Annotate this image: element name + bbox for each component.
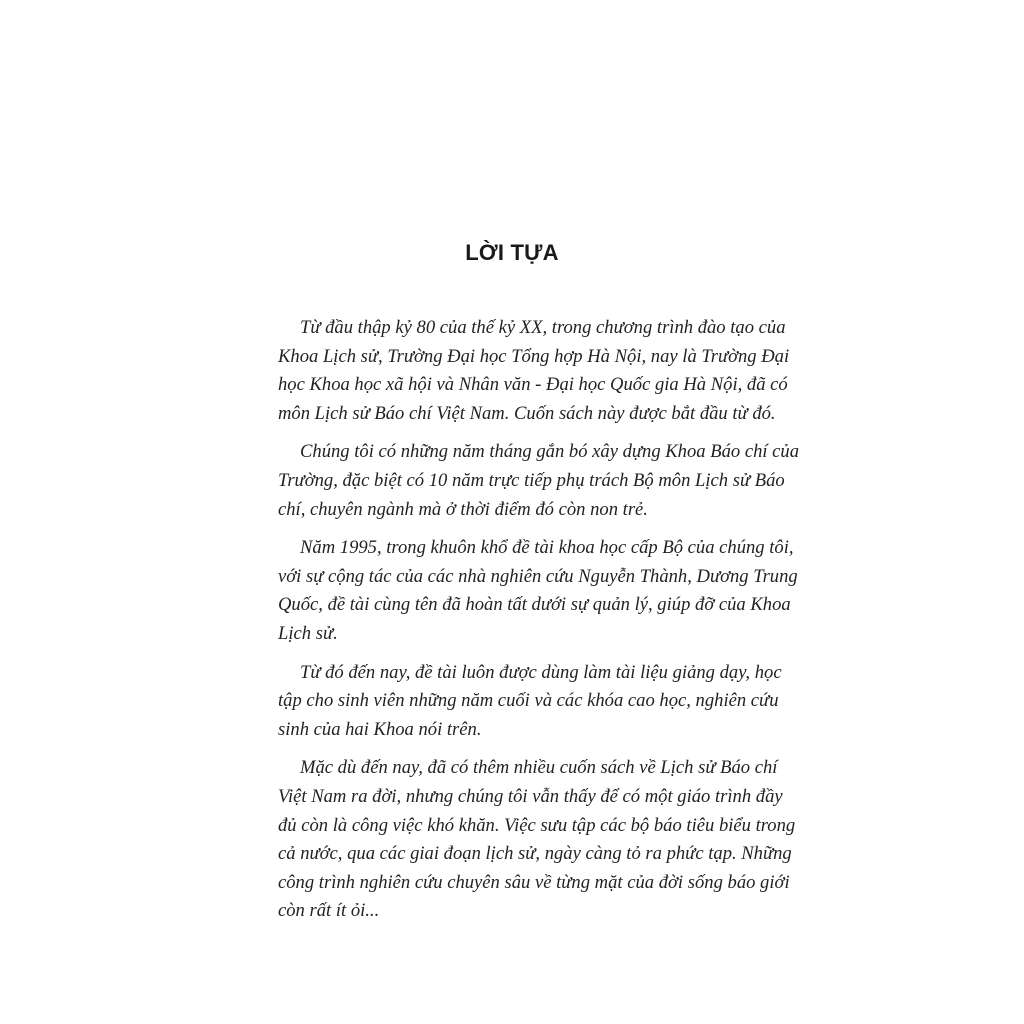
text-line: môn Lịch sử Báo chí Việt Nam. Cuốn sách này được bắt đầu từ đó. bbox=[278, 402, 776, 424]
paragraph-1 bbox=[278, 314, 790, 428]
text-line: Việt Nam ra đời, nhưng chúng tôi vẫn thấy để có một giáo trình đầy bbox=[278, 785, 783, 807]
text-line: còn rất ít ỏi... bbox=[278, 900, 380, 922]
text-line: Chúng tôi có những năm tháng gắn bó xây dựng Khoa Báo chí của bbox=[300, 441, 800, 463]
text-line: Trường, đặc biệt có 10 năm trực tiếp phụ trách Bộ môn Lịch sử Báo bbox=[278, 469, 785, 491]
text-line: Quốc, đề tài cùng tên đã hoàn tất dưới sự quản lý, giúp đỡ của Khoa bbox=[278, 594, 791, 616]
page-title: LỜI TỰA bbox=[465, 240, 559, 265]
text-line: Khoa Lịch sử, Trường Đại học Tổng hợp Hà Nội, nay là Trường Đại bbox=[278, 345, 790, 367]
text-line: cả nước, qua các giai đoạn lịch sử, ngày càng tỏ ra phức tạp. Những bbox=[278, 843, 792, 865]
text-line: sinh của hai Khoa nói trên. bbox=[278, 718, 482, 740]
paragraph-4 bbox=[278, 659, 782, 745]
text-line: công trình nghiên cứu chuyên sâu về từng mặt của đời sống báo giới bbox=[278, 871, 790, 893]
text-line: với sự cộng tác của các nhà nghiên cứu Nguyễn Thành, Dương Trung bbox=[278, 565, 798, 587]
preface-body bbox=[278, 314, 800, 936]
text-line: Năm 1995, trong khuôn khổ đề tài khoa học cấp Bộ của chúng tôi, bbox=[300, 537, 794, 559]
text-line: Lịch sử. bbox=[278, 622, 338, 644]
text-line: Mặc dù đến nay, đã có thêm nhiều cuốn sách về Lịch sử Báo chí bbox=[300, 757, 778, 779]
text-line: Từ đó đến nay, đề tài luôn được dùng làm tài liệu giảng dạy, học bbox=[300, 661, 782, 683]
paragraph-2 bbox=[278, 438, 800, 524]
paragraph-3 bbox=[278, 534, 798, 648]
text-line: đủ còn là công việc khó khăn. Việc sưu tập các bộ báo tiêu biểu trong bbox=[278, 814, 796, 836]
text-line: Từ đầu thập kỷ 80 của thế kỷ XX, trong chương trình đào tạo của bbox=[300, 317, 786, 338]
text-line: tập cho sinh viên những năm cuối và các khóa cao học, nghiên cứu bbox=[278, 690, 779, 712]
text-line: chí, chuyên ngành mà ở thời điểm đó còn non trẻ. bbox=[278, 498, 648, 520]
paragraph-5 bbox=[278, 754, 796, 926]
text-line: học Khoa học xã hội và Nhân văn - Đại học Quốc gia Hà Nội, đã có bbox=[278, 374, 788, 396]
